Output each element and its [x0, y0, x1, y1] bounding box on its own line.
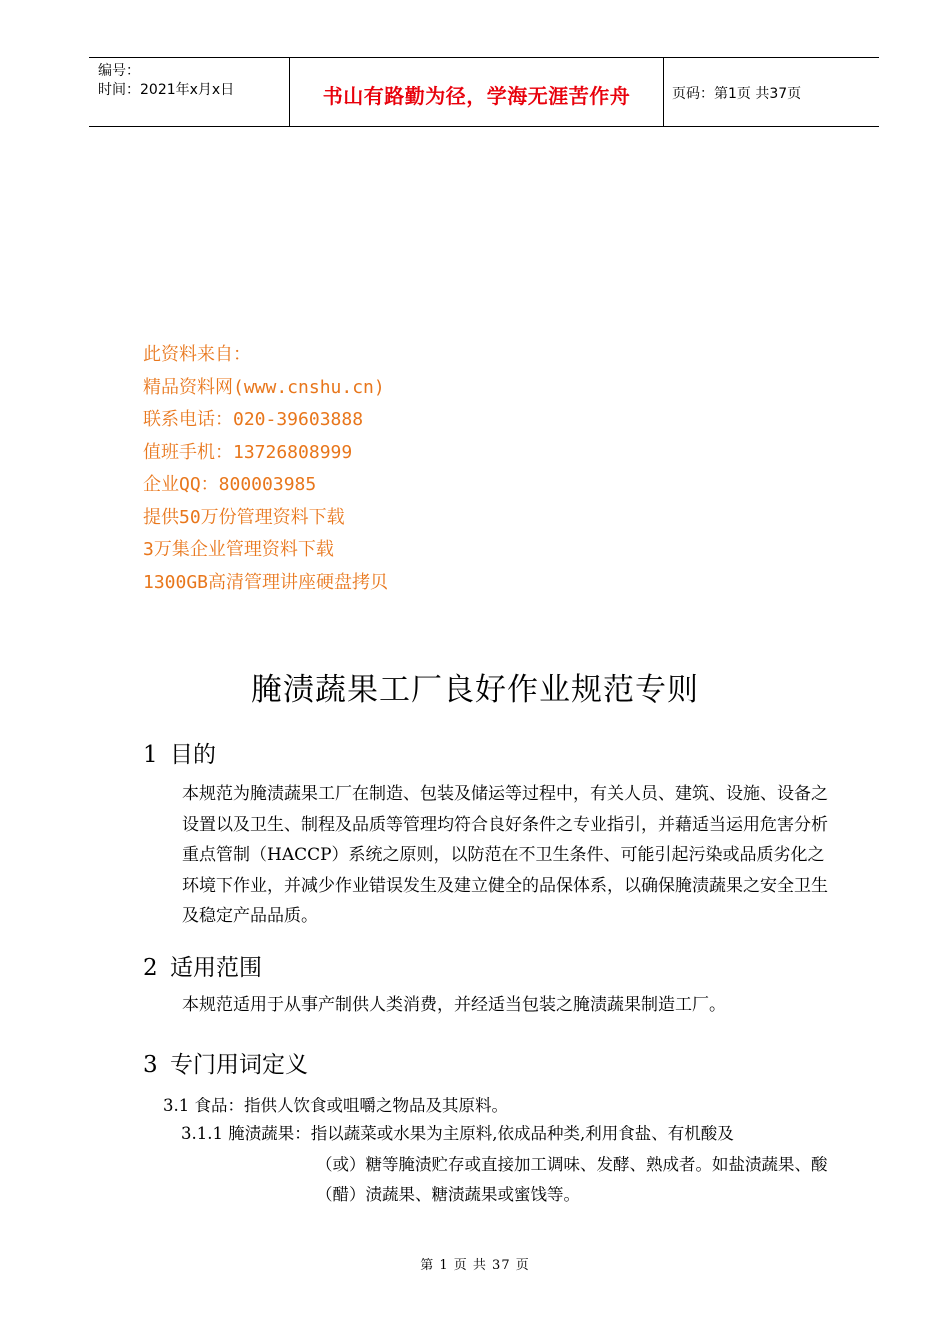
ad-block	[143, 339, 388, 599]
ad-line: 提供50万份管理资料下载	[143, 506, 345, 528]
definition-3-1-1	[181, 1119, 831, 1211]
document-title: 腌渍蔬果工厂良好作业规范专则	[251, 672, 699, 708]
ad-line: 3万集企业管理资料下载	[143, 539, 334, 560]
date-label: 时间：2021年x月x日	[98, 82, 235, 98]
definition-3-1: 3.1 食品：指供人饮食或咀嚼之物品及其原料。	[163, 1096, 508, 1115]
definition-3-1-1-first-line: 3.1.1 腌渍蔬果：指以蔬菜或水果为主原料,依成品种类,利用食盐、有机酸及	[181, 1124, 734, 1143]
section-title: 目的	[170, 742, 216, 768]
section-number: 1	[143, 742, 158, 768]
section-1-body: 本规范为腌渍蔬果工厂在制造、包装及储运等过程中，有关人员、建筑、设施、设备之设置以及卫生、制程及品质等管理均符合良好条件之专业指引，并藉适当运用危害分析重点管制（HACCP）系统之原则，以防范在不卫生条件、可能引起污染或品质劣化之环境下作业，并减少作业错误发生及建立健全的品保体系，以确保腌渍蔬果之安全卫生及稳定产品品质。	[182, 784, 828, 926]
section-title: 适用范围	[170, 955, 262, 981]
ad-line-phone: 联系电话：020-39603888	[143, 409, 364, 430]
header-divider	[663, 58, 664, 126]
ad-line: 1300GB高清管理讲座硬盘拷贝	[143, 571, 389, 593]
ad-line-qq: 企业QQ：800003985	[143, 474, 317, 495]
ad-line-website[interactable]: 精品资料网(www.cnshu.cn)	[143, 376, 385, 398]
section-heading-1	[143, 736, 216, 769]
section-title: 专门用词定义	[170, 1052, 308, 1078]
serial-label: 编号：	[98, 63, 140, 79]
section-number: 3	[143, 1052, 158, 1078]
header-meta	[98, 62, 234, 100]
ad-line-mobile: 值班手机：13726808999	[143, 441, 353, 463]
header-table	[89, 57, 879, 127]
section-2-body: 本规范适用于从事产制供人类消费，并经适当包装之腌渍蔬果制造工厂。	[182, 995, 726, 1015]
header-page-number: 页码：第1页 共37页	[672, 86, 802, 102]
page-footer: 第 1 页 共 37 页	[420, 1258, 530, 1273]
section-number: 2	[143, 955, 158, 981]
section-heading-3	[143, 1046, 308, 1079]
header-motto: 书山有路勤为径，学海无涯苦作舟	[322, 84, 631, 108]
ad-line: 此资料来自：	[143, 344, 251, 365]
definition-3-1-1-continuation: （或）糖等腌渍贮存或直接加工调味、发酵、熟成者。如盐渍蔬果、酸（醋）渍蔬果、糖渍蔬果或蜜饯等。	[316, 1154, 828, 1204]
section-heading-2	[143, 949, 262, 982]
